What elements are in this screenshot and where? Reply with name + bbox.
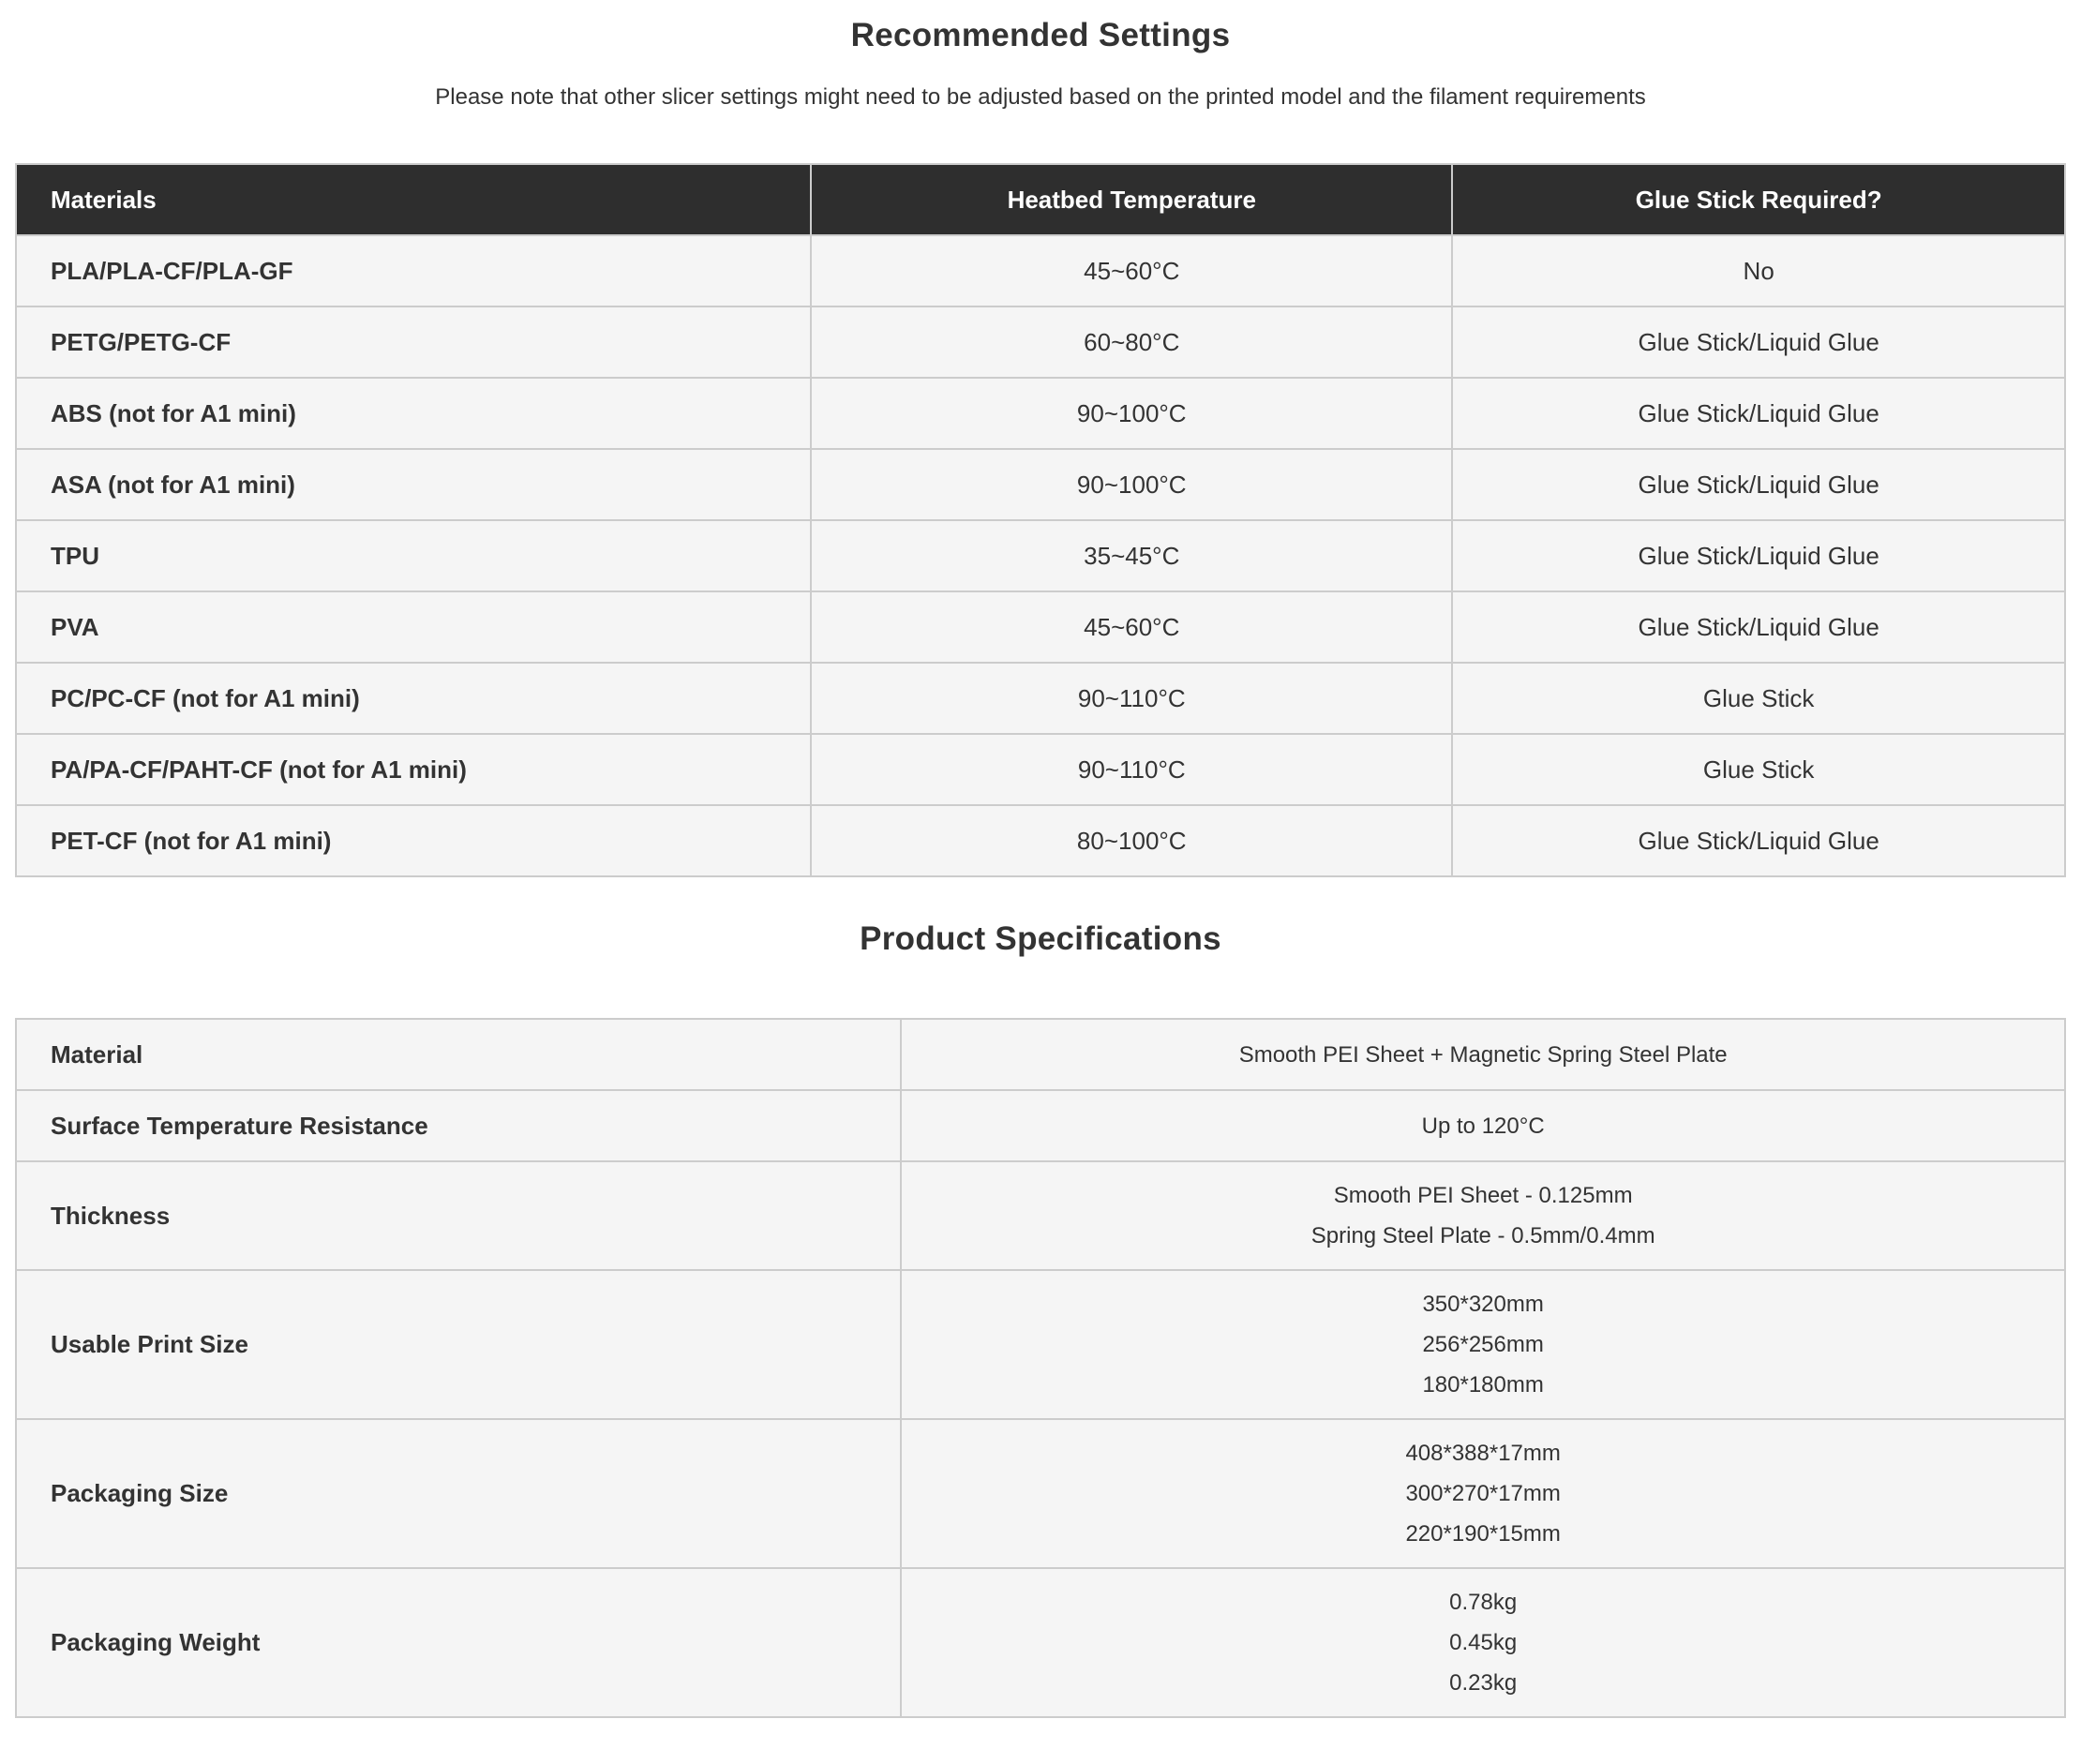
material-cell: PVA (16, 591, 811, 663)
spec-value-line: 0.23kg (1449, 1670, 1518, 1696)
spec-value-line: Spring Steel Plate - 0.5mm/0.4mm (1310, 1223, 1655, 1248)
spec-value-cell (901, 1270, 2065, 1419)
spec-value-line: 0.45kg (1449, 1630, 1518, 1655)
spec-value-line: 408*388*17mm (1405, 1441, 1561, 1466)
spec-row (16, 1419, 2065, 1568)
glue-cell: Glue Stick (1452, 734, 2065, 805)
spec-row (16, 1270, 2065, 1419)
table-row (16, 663, 2065, 734)
product-specifications-table (15, 1018, 2066, 1718)
material-cell: ABS (not for A1 mini) (16, 378, 811, 449)
temperature-cell: 90~110°C (811, 663, 1452, 734)
glue-cell: Glue Stick/Liquid Glue (1452, 805, 2065, 876)
spec-value-line: 350*320mm (1422, 1292, 1544, 1317)
page-subtitle: Please note that other slicer settings might need to be adjusted based on the printed model and the filament requirements (435, 84, 1646, 110)
column-header-materials: Materials (16, 164, 811, 235)
spec-value-line: 180*180mm (1422, 1372, 1544, 1398)
spec-value-line: 300*270*17mm (1405, 1481, 1561, 1506)
table-row (16, 591, 2065, 663)
glue-cell: Glue Stick/Liquid Glue (1452, 520, 2065, 591)
page-title: Recommended Settings (850, 17, 1231, 53)
spec-value-line: Smooth PEI Sheet + Magnetic Spring Steel Plate (1238, 1041, 1728, 1068)
temperature-cell: 80~100°C (811, 805, 1452, 876)
specs-title: Product Specifications (860, 920, 1221, 957)
spec-value-cell (901, 1161, 2065, 1270)
glue-cell: Glue Stick (1452, 663, 2065, 734)
table-header-row (16, 164, 2065, 235)
temperature-cell: 60~80°C (811, 306, 1452, 378)
spec-label-cell: Material (16, 1019, 901, 1090)
column-header-heatbed: Heatbed Temperature (811, 164, 1452, 235)
glue-cell: Glue Stick/Liquid Glue (1452, 306, 2065, 378)
recommended-settings-table (15, 163, 2066, 877)
spec-label-cell: Packaging Weight (16, 1568, 901, 1717)
table-row (16, 306, 2065, 378)
spec-value-cell (901, 1419, 2065, 1568)
column-header-glue-stick: Glue Stick Required? (1452, 164, 2065, 235)
material-cell: PETG/PETG-CF (16, 306, 811, 378)
temperature-cell: 90~110°C (811, 734, 1452, 805)
table-row (16, 805, 2065, 876)
table-row (16, 449, 2065, 520)
spec-value-line: Smooth PEI Sheet - 0.125mm (1333, 1183, 1633, 1208)
spec-label-cell: Usable Print Size (16, 1270, 901, 1419)
spec-value-line: 256*256mm (1422, 1332, 1544, 1357)
spec-value-line: Up to 120°C (1421, 1113, 1545, 1139)
glue-cell: Glue Stick/Liquid Glue (1452, 591, 2065, 663)
glue-cell: Glue Stick/Liquid Glue (1452, 449, 2065, 520)
spec-row (16, 1161, 2065, 1270)
spec-label-cell: Surface Temperature Resistance (16, 1090, 901, 1161)
table-row (16, 520, 2065, 591)
material-cell: PC/PC-CF (not for A1 mini) (16, 663, 811, 734)
spec-label-cell: Thickness (16, 1161, 901, 1270)
spec-value-cell (901, 1019, 2065, 1090)
spec-value-line: 220*190*15mm (1405, 1521, 1561, 1547)
material-cell: TPU (16, 520, 811, 591)
spec-row (16, 1019, 2065, 1090)
temperature-cell: 45~60°C (811, 235, 1452, 306)
table-row (16, 734, 2065, 805)
spec-value-cell (901, 1568, 2065, 1717)
material-cell: PLA/PLA-CF/PLA-GF (16, 235, 811, 306)
temperature-cell: 90~100°C (811, 378, 1452, 449)
material-cell: ASA (not for A1 mini) (16, 449, 811, 520)
spec-label-cell: Packaging Size (16, 1419, 901, 1568)
table-row (16, 235, 2065, 306)
material-cell: PA/PA-CF/PAHT-CF (not for A1 mini) (16, 734, 811, 805)
glue-cell: Glue Stick/Liquid Glue (1452, 378, 2065, 449)
spec-row (16, 1090, 2065, 1161)
temperature-cell: 90~100°C (811, 449, 1452, 520)
temperature-cell: 45~60°C (811, 591, 1452, 663)
glue-cell: No (1452, 235, 2065, 306)
material-cell: PET-CF (not for A1 mini) (16, 805, 811, 876)
table-row (16, 378, 2065, 449)
spec-row (16, 1568, 2065, 1717)
spec-value-cell (901, 1090, 2065, 1161)
spec-value-line: 0.78kg (1449, 1590, 1518, 1615)
temperature-cell: 35~45°C (811, 520, 1452, 591)
